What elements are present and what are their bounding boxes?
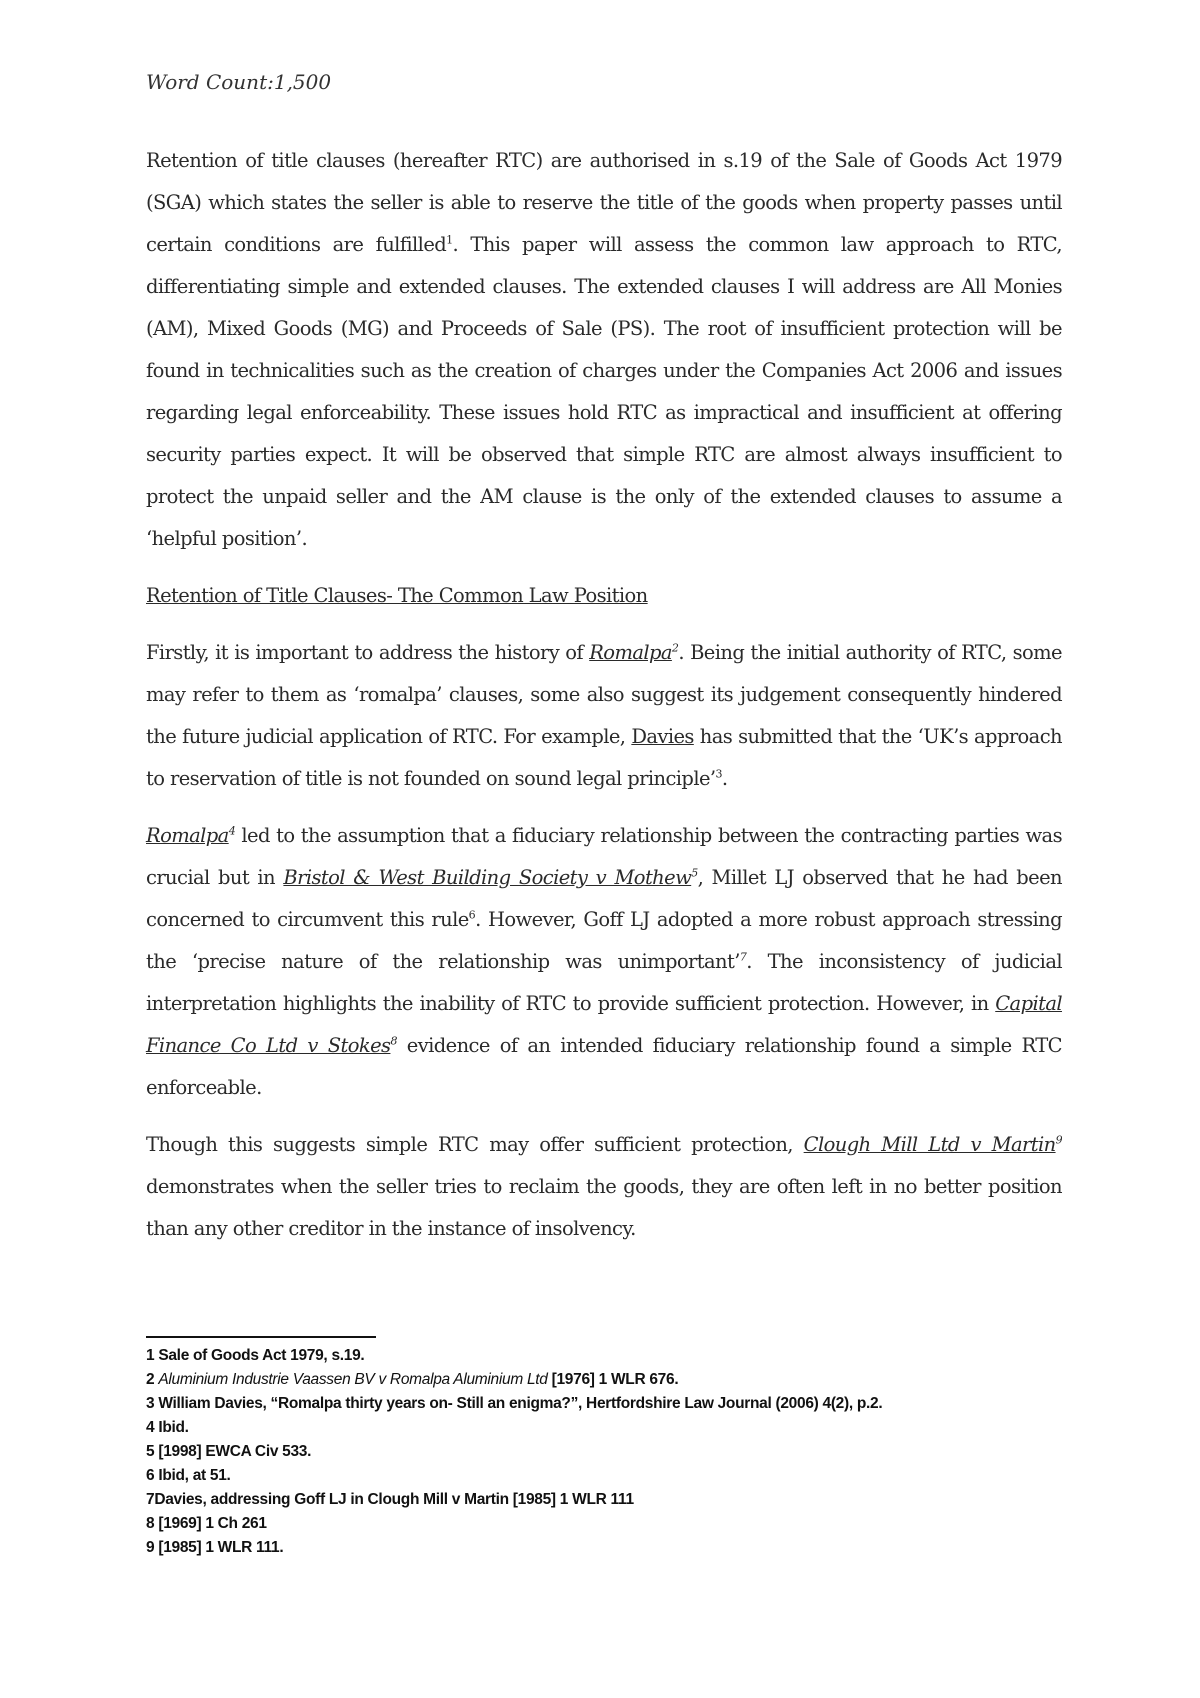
text-segment: led to the assumption that a fiduciary relationship between the contracting parties was crucial but in <box>146 824 1062 889</box>
text-segment: . <box>721 767 728 790</box>
text-segment: . However, Goff LJ adopted a more robust approach stressing the ‘precise nature of the relationship was unimportant’ <box>146 908 1062 973</box>
footnote-separator <box>146 1336 376 1338</box>
case-citation-capital-finance: Capital Finance Co Ltd v Stokes <box>146 992 1062 1057</box>
footnote-9: 9 [1985] 1 WLR 111. <box>146 1539 284 1556</box>
footnote-ref-9[interactable]: 9 <box>1055 1133 1062 1147</box>
text-segment: . The inconsistency of judicial interpretation highlights the inability of RTC to provide sufficient protection. However, in <box>146 950 1062 1015</box>
case-citation-clough-mill: Clough Mill Ltd v Martin <box>803 1133 1056 1156</box>
footnote-ref-1[interactable]: 1 <box>446 233 453 247</box>
case-citation-romalpa: Romalpa <box>589 641 672 664</box>
section-heading: Retention of Title Clauses- The Common Law Position <box>146 584 648 607</box>
footnote-4: 4 Ibid. <box>146 1419 189 1436</box>
footnote-8: 8 [1969] 1 Ch 261 <box>146 1515 267 1532</box>
text-segment: Though this suggests simple RTC may offer sufficient protection, <box>146 1133 804 1156</box>
footnote-citation: [1976] 1 WLR 676. <box>547 1371 679 1388</box>
footnote-ref-2[interactable]: 2 <box>671 641 679 655</box>
footnote-ref-6[interactable]: 6 <box>468 908 476 922</box>
footnote-6: 6 Ibid, at 51. <box>146 1467 231 1484</box>
word-count: Word Count:1,500 <box>146 70 332 94</box>
footnotes <box>146 1344 1062 1560</box>
footnote-number: 2 <box>146 1371 159 1388</box>
footnote-2 <box>146 1368 1062 1392</box>
paragraph-clough-mill <box>146 1124 1062 1250</box>
footnote-ref-3[interactable]: 3 <box>715 767 722 781</box>
footnote-case-name: Aluminium Industrie Vaassen BV v Romalpa Aluminium Ltd <box>158 1371 548 1388</box>
case-citation-bristol: Bristol & West Building Society v Mothew <box>283 866 692 889</box>
footnote-1: 1 Sale of Goods Act 1979, s.19. <box>146 1347 365 1364</box>
footnote-ref-7[interactable]: 7 <box>739 950 747 964</box>
footnote-3: 3 William Davies, “Romalpa thirty years on- Still an enigma?”, Hertfordshire Law Journal (2006) 4(2), p.2. <box>146 1395 883 1412</box>
text-segment: . Being the initial authority of RTC, some may refer to them as ‘romalpa’ clauses, some also suggest its judgement consequently hindered the future judicial application of RTC. For example, <box>146 641 1062 748</box>
paragraph-fiduciary <box>146 815 1062 1109</box>
case-citation-romalpa: Romalpa <box>146 824 229 847</box>
text-segment: demonstrates when the seller tries to reclaim the goods, they are often left in no better position than any other creditor in the instance of insolvency. <box>146 1175 1062 1240</box>
footnote-ref-4[interactable]: 4 <box>228 824 236 838</box>
footnote-ref-8[interactable]: 8 <box>390 1034 397 1048</box>
text-segment: Firstly, it is important to address the history of <box>146 641 590 664</box>
text-segment: evidence of an intended fiduciary relationship found a simple RTC enforceable. <box>146 1034 1062 1099</box>
text-segment: Retention of title clauses (hereafter RTC) are authorised in s.19 of the Sale of Goods Act 1979 (SGA) which states the seller is able to reserve the title of the goods when property passes until certain conditions are fulfilled <box>146 149 1062 256</box>
footnote-5: 5 [1998] EWCA Civ 533. <box>146 1443 312 1460</box>
author-name-davies: Davies <box>631 725 694 748</box>
text-segment: . This paper will assess the common law approach to RTC, differentiating simple and extended clauses. The extended clauses I will address are All Monies (AM), Mixed Goods (MG) and Proceeds of Sale (PS). The root of insufficient protection will be found in technicalities such as the creation of charges under the Companies Act 2006 and issues regarding legal enforceability. These issues hold RTC as impractical and insufficient at offering security parties expect. It will be observed that simple RTC are almost always insufficient to protect the unpaid seller and the AM clause is the only of the extended clauses to assume a ‘helpful position’. <box>146 233 1062 550</box>
paragraph-history <box>146 632 1062 800</box>
footnote-ref-5[interactable]: 5 <box>691 866 698 880</box>
text-segment: , Millet LJ observed that he had been concerned to circumvent this rule <box>146 866 1063 931</box>
footnote-7: 7Davies, addressing Goff LJ in Clough Mill v Martin [1985] 1 WLR 111 <box>146 1491 634 1508</box>
text-segment: has submitted that the ‘UK’s approach to reservation of title is not founded on sound legal principle’ <box>146 725 1062 790</box>
paragraph-intro <box>146 140 1062 560</box>
document-body <box>146 140 1062 1265</box>
